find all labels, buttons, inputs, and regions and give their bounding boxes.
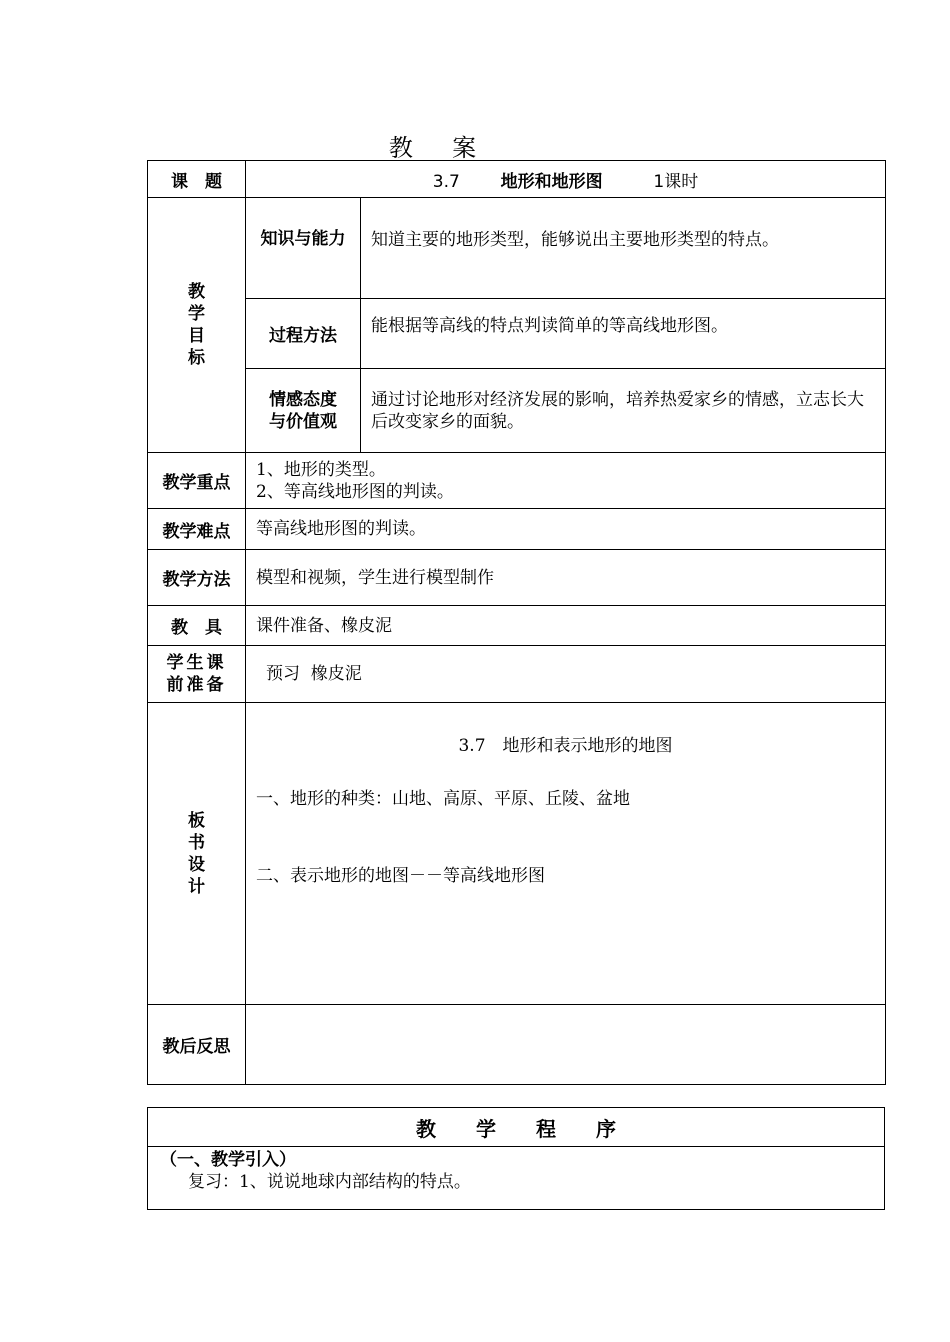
method-label: 教学方法 [148, 550, 246, 606]
reflection-value [246, 1005, 886, 1085]
objectives-label-char: 目 [188, 326, 205, 346]
title-char: 教 [388, 134, 413, 162]
lesson-plan-table [147, 160, 886, 1085]
objectives-label [148, 198, 246, 453]
method-value [246, 550, 886, 606]
objective-row-process [148, 299, 886, 369]
board-label-char: 书 [188, 832, 205, 853]
key-point-line: 1、地形的类型。 [256, 459, 386, 480]
board-label-char: 板 [188, 810, 205, 831]
subject-label: 课 题 [148, 161, 246, 198]
objective-text-process [361, 299, 886, 369]
board-line-1: 一、地形的种类：山地、高原、平原、丘陵、盆地 [256, 789, 630, 809]
subject-name: 地形和地形图 [500, 171, 603, 192]
board-label-char: 设 [188, 854, 205, 875]
difficulty-text: 等高线地形图的判读。 [256, 519, 426, 539]
procedure-table [147, 1107, 885, 1210]
reflection-label: 教后反思 [148, 1005, 246, 1085]
tools-value [246, 606, 886, 646]
difficulty-label: 教学难点 [148, 509, 246, 550]
procedure-body [148, 1147, 885, 1210]
student-prep-label-line: 前准备 [166, 675, 227, 695]
procedure-section-title: （一、教学引入） [160, 1150, 296, 1170]
document-title [0, 128, 865, 163]
board-line-2: 二、表示地形的地图－－等高线地形图 [256, 866, 545, 886]
subject-number: 3.7 [432, 171, 460, 192]
key-points-label: 教学重点 [148, 453, 246, 509]
difficulty-value [246, 509, 886, 550]
objectives-label-char: 标 [188, 348, 205, 368]
student-prep-label-line: 学生课 [166, 653, 227, 673]
board-label [148, 703, 246, 1005]
subject-hours: 1课时 [653, 171, 699, 192]
method-row [148, 550, 886, 606]
student-prep-value [246, 646, 886, 703]
objective-text: 能根据等高线的特点判读简单的等高线地形图。 [371, 316, 728, 336]
title-char: 案 [452, 134, 477, 162]
objective-text: 通过讨论地形对经济发展的影响，培养热爱家乡的情感，立志长大后改变家乡的面貌。 [371, 389, 864, 432]
tools-row [148, 606, 886, 646]
procedure-header: 教 学 程 序 [148, 1108, 885, 1147]
subject-value [246, 161, 886, 198]
procedure-body-row [148, 1147, 885, 1210]
procedure-line: 复习：1、说说地球内部结构的特点。 [188, 1172, 471, 1192]
board-content [246, 703, 886, 1005]
difficulty-row [148, 509, 886, 550]
student-prep-row [148, 646, 886, 703]
objective-label-knowledge: 知识与能力 [246, 198, 361, 299]
board-label-char: 计 [188, 876, 205, 897]
objective-row-emotion [148, 369, 886, 453]
student-prep-text: 预习 橡皮泥 [266, 664, 362, 684]
tools-text: 课件准备、橡皮泥 [256, 615, 392, 636]
objective-label-process: 过程方法 [246, 299, 361, 369]
objective-text-emotion [361, 369, 886, 453]
reflection-row [148, 1005, 886, 1085]
board-row [148, 703, 886, 1005]
tools-label: 教 具 [148, 606, 246, 646]
objective-text: 知道主要的地形类型，能够说出主要地形类型的特点。 [371, 230, 779, 250]
key-point-line: 2、等高线地形图的判读。 [256, 481, 454, 502]
objectives-label-char: 教 [188, 282, 205, 302]
method-text: 模型和视频，学生进行模型制作 [256, 567, 494, 588]
objective-label-emotion: 情感态度与价值观 [246, 369, 361, 453]
key-points-row [148, 453, 886, 509]
subject-row [148, 161, 886, 198]
key-points-value [246, 453, 886, 509]
objective-row-knowledge [148, 198, 886, 299]
objective-text-knowledge [361, 198, 886, 299]
board-title: 3.7 地形和表示地形的地图 [458, 736, 673, 756]
student-prep-label [148, 646, 246, 703]
procedure-header-row [148, 1108, 885, 1147]
objectives-label-char: 学 [188, 304, 205, 324]
